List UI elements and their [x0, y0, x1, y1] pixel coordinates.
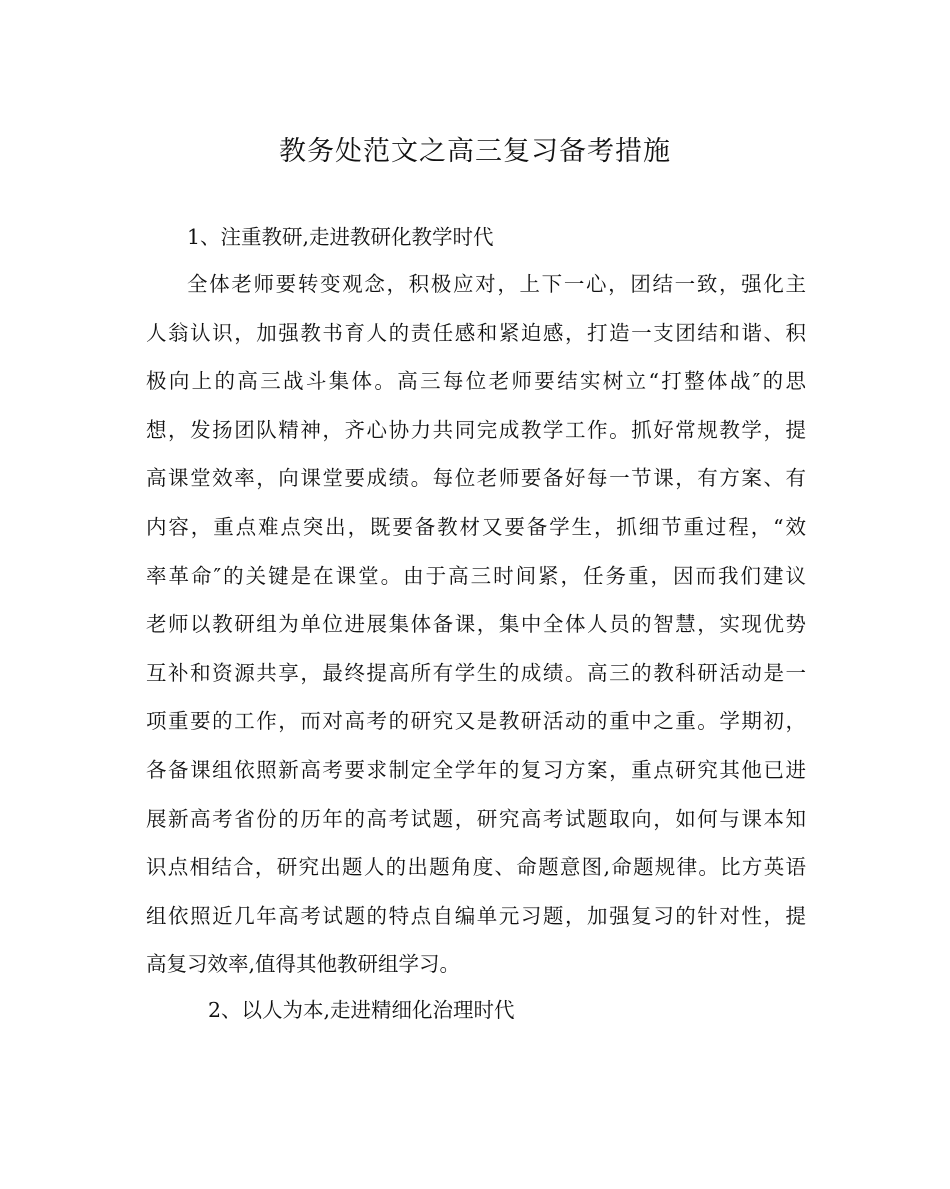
body-line: 率革命″的关键是在课堂。由于高三时间紧，任务重，因而我们建议 — [146, 563, 806, 588]
document-title: 教务处范文之高三复习备考措施 — [279, 136, 671, 167]
section-2-heading: 2、以人为本,走进精细化治理时代 — [208, 998, 515, 1022]
body-line: 展新高考省份的历年的高考试题，研究高考试题取向，如何与课本知 — [146, 806, 806, 831]
body-line: 全体老师要转变观念，积极应对，上下一心，团结一致，强化主 — [187, 272, 806, 296]
body-line: 老师以教研组为单位进展集体备课，集中全体人员的智慧，实现优势 — [146, 612, 806, 637]
body-line: 各备课组依照新高考要求制定全学年的复习方案，重点研究其他已进 — [146, 757, 806, 782]
body-line: 极向上的高三战斗集体。高三每位老师要结实树立“打整体战″的思 — [146, 369, 806, 394]
body-line: 组依照近几年高考试题的特点自编单元习题，加强复习的针对性，提 — [146, 903, 806, 928]
body-line: 识点相结合，研究出题人的出题角度、命题意图,命题规律。比方英语 — [146, 855, 806, 880]
body-line: 想，发扬团队精神，齐心协力共同完成教学工作。抓好常规教学，提 — [146, 417, 806, 442]
section-1-body — [146, 267, 806, 996]
body-line: 高复习效率,值得其他教研组学习。 — [146, 952, 461, 977]
section-1-heading: 1、注重教研,走进教研化教学时代 — [187, 225, 494, 249]
body-line: 内容，重点难点突出，既要备教材又要备学生，抓细节重过程，“效 — [146, 514, 806, 539]
body-line: 互补和资源共享，最终提高所有学生的成绩。高三的教科研活动是一 — [146, 660, 806, 685]
body-line: 人翁认识，加强教书育人的责任感和紧迫感，打造一支团结和谐、积 — [146, 320, 806, 345]
body-line: 项重要的工作，而对高考的研究又是教研活动的重中之重。学期初， — [146, 709, 806, 734]
body-line: 高课堂效率，向课堂要成绩。每位老师要备好每一节课，有方案、有 — [146, 466, 806, 491]
